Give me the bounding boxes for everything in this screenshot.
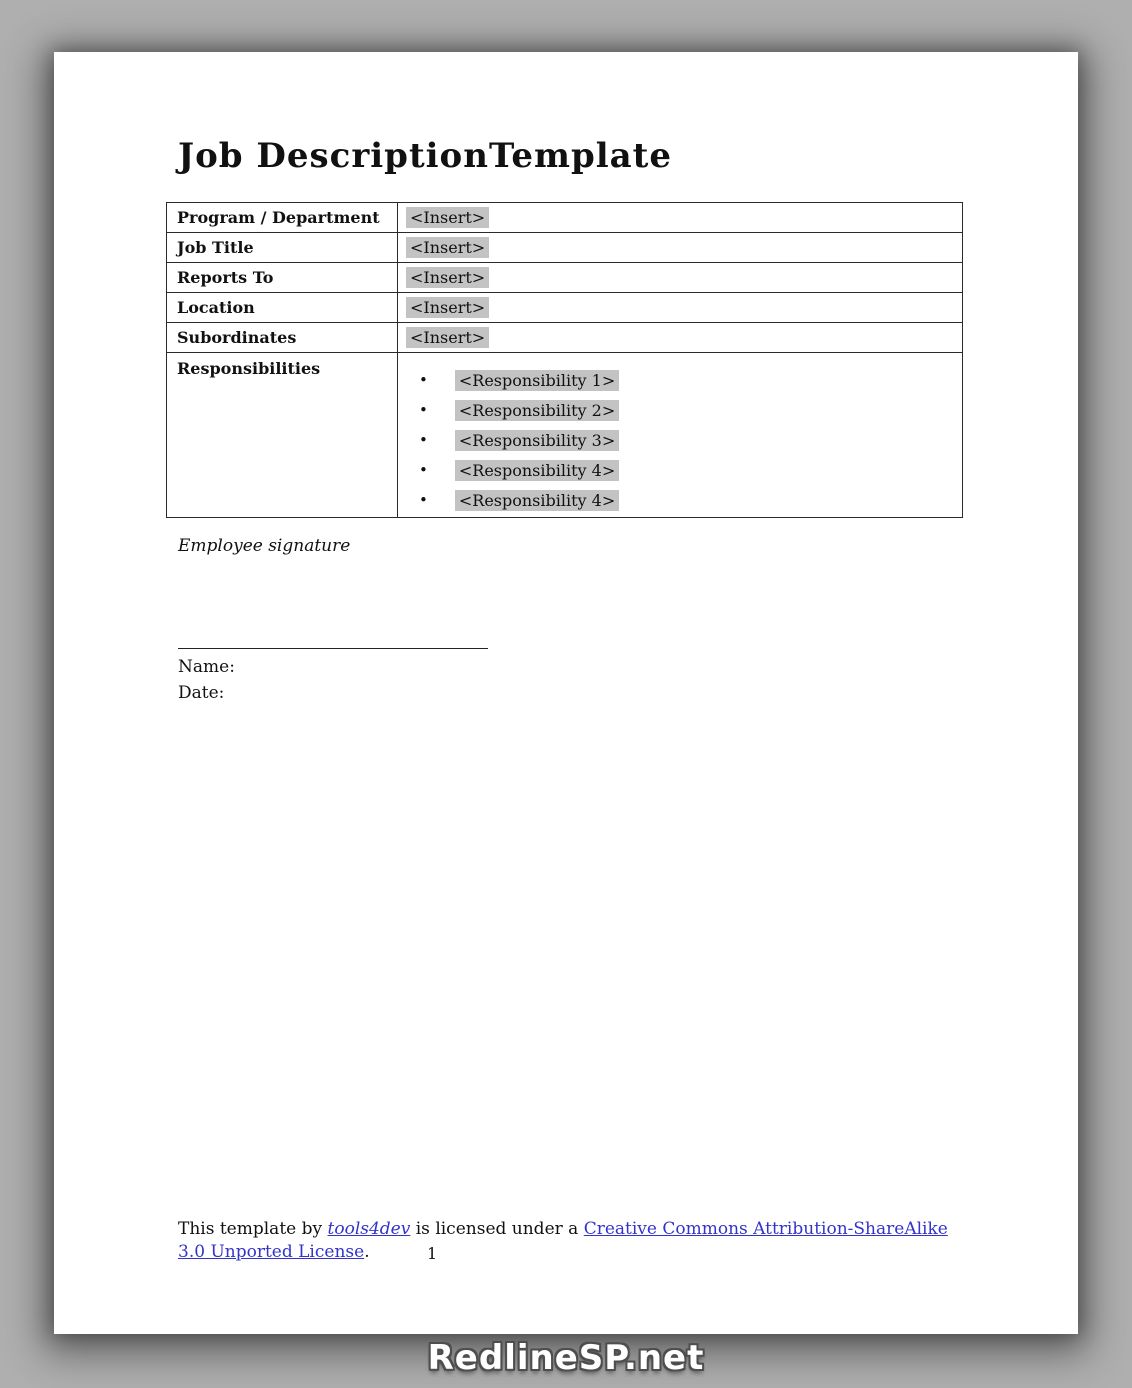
responsibility-placeholder[interactable]: <Responsibility 1>: [455, 370, 619, 391]
row-value-cell: [398, 293, 963, 323]
row-label-location: Location: [167, 293, 398, 323]
creative-commons-license-link[interactable]: Creative Commons Attribution-ShareAlike 3.0 Unported License: [178, 1219, 948, 1262]
date-label: Date:: [178, 683, 225, 703]
list-item: [406, 455, 954, 485]
table-row: [167, 323, 963, 353]
page-number: 1: [427, 1244, 438, 1263]
table-row-responsibilities: [167, 353, 963, 518]
bullet-icon: •: [419, 401, 428, 419]
responsibility-placeholder[interactable]: <Responsibility 4>: [455, 490, 619, 511]
license-footer: [178, 1218, 964, 1264]
row-label-subordinates: Subordinates: [167, 323, 398, 353]
table-row: [167, 263, 963, 293]
list-item: [406, 425, 954, 455]
insert-placeholder[interactable]: <Insert>: [406, 327, 489, 348]
footer-text-prefix: This template by: [178, 1219, 328, 1239]
row-value-cell: [398, 263, 963, 293]
redlinesp-watermark: RedlineSP.net: [427, 1338, 705, 1378]
row-label-program-department: Program / Department: [167, 203, 398, 233]
responsibility-placeholder[interactable]: <Responsibility 3>: [455, 430, 619, 451]
page-title: Job DescriptionTemplate: [178, 136, 673, 176]
footer-text-suffix: .: [364, 1242, 370, 1262]
responsibilities-cell: [398, 353, 963, 518]
row-label-job-title: Job Title: [167, 233, 398, 263]
responsibility-placeholder[interactable]: <Responsibility 2>: [455, 400, 619, 421]
bullet-icon: •: [419, 461, 428, 479]
bullet-icon: •: [419, 491, 428, 509]
list-item: [406, 395, 954, 425]
list-item: [406, 365, 954, 395]
row-value-cell: [398, 203, 963, 233]
responsibility-placeholder[interactable]: <Responsibility 4>: [455, 460, 619, 481]
responsibilities-list: [406, 365, 954, 515]
document-page: [54, 52, 1078, 1334]
tools4dev-link[interactable]: tools4dev: [327, 1219, 411, 1239]
list-item: [406, 485, 954, 515]
footer-text-middle: is licensed under a: [410, 1219, 584, 1239]
insert-placeholder[interactable]: <Insert>: [406, 207, 489, 228]
bullet-icon: •: [419, 371, 428, 389]
table-row: [167, 233, 963, 263]
name-label: Name:: [178, 657, 235, 677]
row-label-reports-to: Reports To: [167, 263, 398, 293]
row-value-cell: [398, 233, 963, 263]
bullet-icon: •: [419, 431, 428, 449]
table-row: [167, 293, 963, 323]
table-row: [167, 203, 963, 233]
job-info-table: [166, 202, 963, 518]
employee-signature-heading: Employee signature: [178, 536, 351, 556]
signature-line: [178, 648, 488, 649]
insert-placeholder[interactable]: <Insert>: [406, 297, 489, 318]
row-value-cell: [398, 323, 963, 353]
insert-placeholder[interactable]: <Insert>: [406, 267, 489, 288]
insert-placeholder[interactable]: <Insert>: [406, 237, 489, 258]
row-label-responsibilities: Responsibilities: [167, 353, 398, 518]
